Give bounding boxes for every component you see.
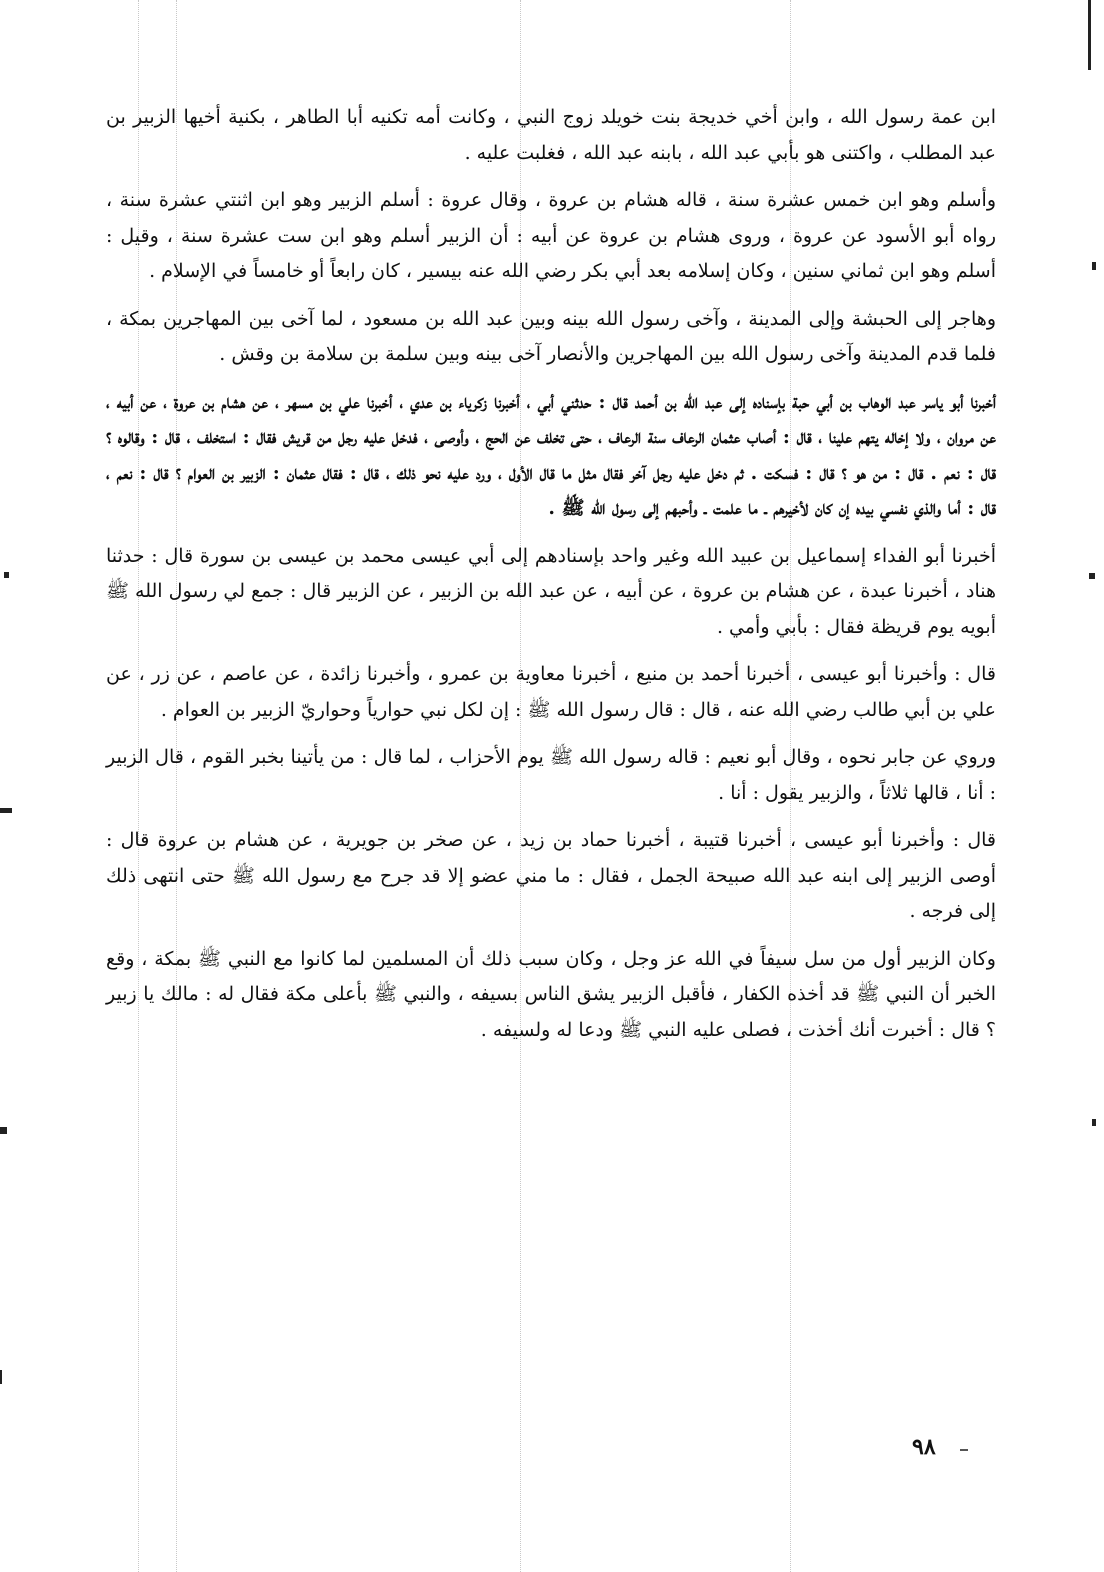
paragraph: قال : وأخبرنا أبو عيسى ، أخبرنا قتيبة ، أخبرنا حماد بن زيد ، عن صخر بن جويرية ، عن هشام بن عروة قال : أوصى الزبير إلى ابنه عبد الله صبيحة الجمل ، فقال : ما مني عضو إلا قد جرح مع رسول الله ﷺ حتى انتهى ذلك إلى فرجه . — [106, 829, 996, 922]
paragraph: وأسلم وهو ابن خمس عشرة سنة ، قاله هشام بن عروة ، وقال عروة : أسلم الزبير وهو ابن اثنتي عشرة سنة ، رواه أبو الأسود عن عروة ، وروى هشام بن عروة عن أبيه : أن الزبير أسلم وهو ابن ست عشرة سنة ، وقيل : أسلم وهو ابن ثماني سنين ، وكان إسلامه بعد أبي بكر رضي الله عنه بيسير ، كان رابعاً أو خامساً في الإسلام . — [106, 189, 996, 282]
page-edge-rule — [1088, 0, 1091, 70]
body-text — [106, 100, 996, 1060]
paragraph: قال : وأخبرنا أبو عيسى ، أخبرنا أحمد بن منيع ، أخبرنا معاوية بن عمرو ، وأخبرنا زائدة ، عن عاصم ، عن زر ، عن علي بن أبي طالب رضي الله عنه ، قال : قال رسول الله ﷺ : إن لكل نبي حوارياً وحواريّ الزبير بن العوام . — [106, 663, 996, 721]
paragraph: أخبرنا أبو الفداء إسماعيل بن عبيد الله وغير واحد بإسنادهم إلى أبي عيسى محمد بن عيسى بن سورة قال : حدثنا هناد ، أخبرنا عبدة ، عن هشام بن عروة ، عن أبيه ، عن عبد الله بن الزبير ، عن الزبير قال : جمع لي رسول الله ﷺ أبويه يوم قريظة فقال : بأبي وأمي . — [106, 544, 996, 638]
paragraph: وهاجر إلى الحبشة وإلى المدينة ، وآخى رسول الله بينه وبين عبد الله بن مسعود ، لما آخى بين المهاجرين بمكة ، فلما قدم المدينة وآخى رسول الله بين المهاجرين والأنصار آخى بينه وبين سلمة بن سلامة بن وقش . — [106, 307, 996, 365]
paragraph: أخبرنا أبو ياسر عبد الوهاب بن أبي حبة بإسناده إلى عبد الله بن أحمد قال : حدثني أبي ، أخبرنا زكرياء بن عدي ، أخبرنا علي بن مسهر ، عن هشام بن عروة ، عن أبيه ، عن مروان ، ولا إخاله يتهم علينا ، قال : أصاب عثمان الرعاف سنة الرعاف ، حتى تخلف عن الحج ، وأوصى ، فدخل عليه رجل من قريش فقال : استخلف ، قال : وقالوه ؟ قال : نعم . قال : من هو ؟ قال : فسكت . ثم دخل عليه رجل آخر فقال مثل ما قال الأول ، ورد عليه نحو ذلك ، قال : فقال عثمان : الزبير بن العوام ؟ قال : نعم ، قال : أما والذي نفسي بيده إن كان لأخيرهم ـ ما علمت ـ وأحبهم إلى رسول الله ﷺ . — [106, 390, 996, 519]
margin-mark — [0, 1127, 7, 1134]
margin-mark — [0, 808, 12, 813]
paragraph: ابن عمة رسول الله ، وابن أخي خديجة بنت خويلد زوج النبي ، وكانت أمه تكنيه أبا الطاهر ، بكنية أخيها الزبير بن عبد المطلب ، واكتنى هو بأبي عبد الله ، بابنه عبد الله ، فغلبت عليه . — [106, 106, 996, 164]
page-number-dash — [960, 1449, 968, 1451]
paragraph: وروي عن جابر نحوه ، وقال أبو نعيم : قاله رسول الله ﷺ يوم الأحزاب ، لما قال : من يأتينا بخبر القوم ، قال الزبير : أنا ، قالها ثلاثاً ، والزبير يقول : أنا . — [106, 746, 996, 804]
margin-mark — [4, 572, 9, 578]
margin-mark — [0, 1370, 2, 1384]
margin-mark — [1092, 1119, 1096, 1126]
paragraph: وكان الزبير أول من سل سيفاً في الله عز وجل ، وكان سبب ذلك أن المسلمين لما كانوا مع النبي ﷺ بمكة ، وقع الخبر أن النبي ﷺ قد أخذه الكفار ، فأقبل الزبير يشق الناس بسيفه ، والنبي ﷺ بأعلى مكة فقال له : مالك يا زبير ؟ قال : أخبرت أنك أخذت ، فصلى عليه النبي ﷺ ودعا له ولسيفه . — [106, 947, 996, 1041]
margin-mark — [1092, 262, 1096, 270]
margin-mark — [1089, 573, 1095, 579]
page-number: ٩٨ — [912, 1434, 936, 1460]
